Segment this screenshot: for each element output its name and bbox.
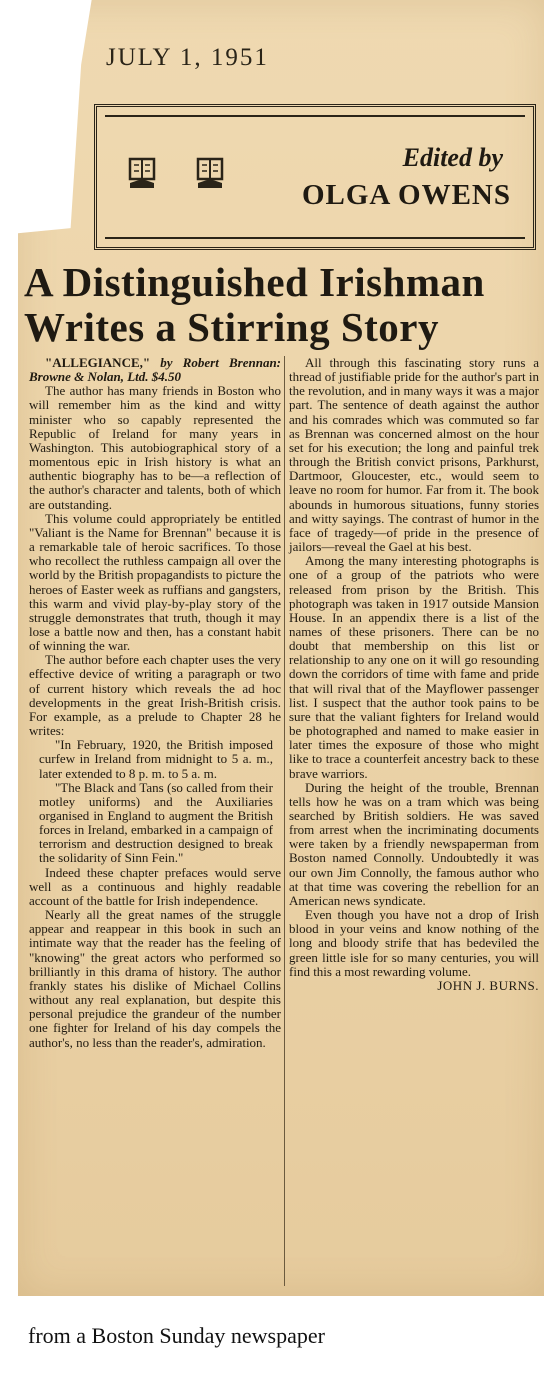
headline-line-2: Writes a Stirring Story <box>24 304 439 350</box>
article-paragraph: Nearly all the great names of the struggle appear and reappear in this book in such an intimate way that the reader has the feeling of "knowing" the great actors who performed so brilliantly in this drama of history. The author frankly states his dislike of Michael Collins without any real explanation, but despite this personal prejudice the grandeur of the number one fighter for Ireland of his day compels the author's, no less than the reader's, admiration. <box>29 907 281 1050</box>
column-masthead <box>94 104 536 250</box>
article-quote: "The Black and Tans (so called from their motley uniforms) and the Auxiliaries organised in England to augment the British forces in Ireland, embarked in a campaign of terrorism and destruction designed to break the solidarity of Sinn Fein." <box>39 779 273 866</box>
article-paragraph: The author has many friends in Boston who will remember him as the kind and witty minister who so capably represented the Republic of Ireland for many years in Washington. This autobiographical story of a momentous epic in Irish history is what an authentic biography has to be—a reflection of the author's character and talents, both of which are outstanding. <box>29 383 281 512</box>
article-paragraph: The author before each chapter uses the very effective device of writing a paragraph or two of current history which reveals the ad hoc developments in the great Irish-British crisis. For example, as a prelude to Chapter 28 he writes: <box>29 652 281 739</box>
book-author-publisher: by Robert Brennan: Browne & Nolan, Ltd. <box>29 355 281 385</box>
date-line: JULY 1, 1951 <box>106 44 269 71</box>
edited-by-label: Edited by <box>402 143 503 172</box>
article-paragraph: Indeed these chapter prefaces would serve well as a continuous and highly readable account of the battle for Irish independence. <box>29 864 281 908</box>
editor-name: OLGA OWENS <box>301 179 511 211</box>
article-column-left <box>29 356 281 1050</box>
book-logo-icon <box>195 155 225 191</box>
image-caption: from a Boston Sunday newspaper <box>28 1323 325 1348</box>
article-quote: "In February, 1920, the British imposed curfew in Ireland from midnight to 5 a. m., later extended to 8 p. m. to 5 a. m. <box>39 737 273 781</box>
author-signature: JOHN J. BURNS. <box>437 977 539 993</box>
book-logo-icon <box>127 155 157 191</box>
article-headline <box>24 260 534 350</box>
book-title: "ALLEGIANCE," <box>45 355 151 370</box>
article-paragraph: Even though you have not a drop of Irish blood in your veins and know nothing of the long and bloody strife that has bedeviled the green little isle for so many centuries, you will find this a most rewarding volume. <box>289 907 539 979</box>
article-paragraph: All through this fascinating story runs a thread of justifiable pride for the author's part in the revolution, and in many ways it was a major part. The sentence of death against the author and his comrades which was commuted so far as Brennan was concerned almost on the hour set for his execution; the long and painful trek through the British convict prisons, Parkhurst, Dartmoor, Gloucester, etc., would seem to leave no room for humor. Far from it. The book abounds in humorous situations, funny stories and witty sayings. The contrast of humor in the face of tragedy—of pride in the presence of jailors—reveal the Gael at his best. <box>289 355 539 555</box>
book-price: $4.50 <box>151 369 182 385</box>
article-paragraph: This volume could appropriately be entitled "Valiant is the Name for Brennan" because it is a remarkable tale of heroic sacrifices. To those who recollect the ruthless campaign all over the world by the British propagandists to picture the heroes of Easter week as ruffians and gangsters, this warm and vivid play-by-play story of the struggle demonstrates that truth, though it may lose a battle now and then, has a constant habit of winning the war. <box>29 510 281 654</box>
article-paragraph: Among the many interesting photographs is one of a group of the patriots who were released from prison by the British. This photograph was taken in 1917 outside Mansion House. In an appendix there is a list of the names of these prisoners. There can be no doubt that membership on this list or relationship to any one on it will go resounding down the corridors of time with fame and pride that will rival that of the Mayflower passenger list. I suspect that the author took pains to be sure that the valiant fighters for Ireland would be photographed and named to make easier in later times the exposure of those who might like to trace a counterfeit ancestry back to these brave warriors. <box>289 553 539 781</box>
book-info <box>29 356 281 384</box>
headline-line-1: A Distinguished Irishman <box>24 259 485 305</box>
article-column-right <box>289 356 539 993</box>
logo-group <box>127 155 225 191</box>
column-divider <box>284 356 285 1286</box>
article-paragraph: During the height of the trouble, Brennan tells how he was on a tram which was being searched by British soldiers. He was saved from arrest when the incriminating documents were taken by a friendly newspaperman from Boston named Connolly. Undoubtedly it was our own Jim Connolly, the famous author who at that time was covering the rebellion for an American news syndicate. <box>289 779 539 908</box>
